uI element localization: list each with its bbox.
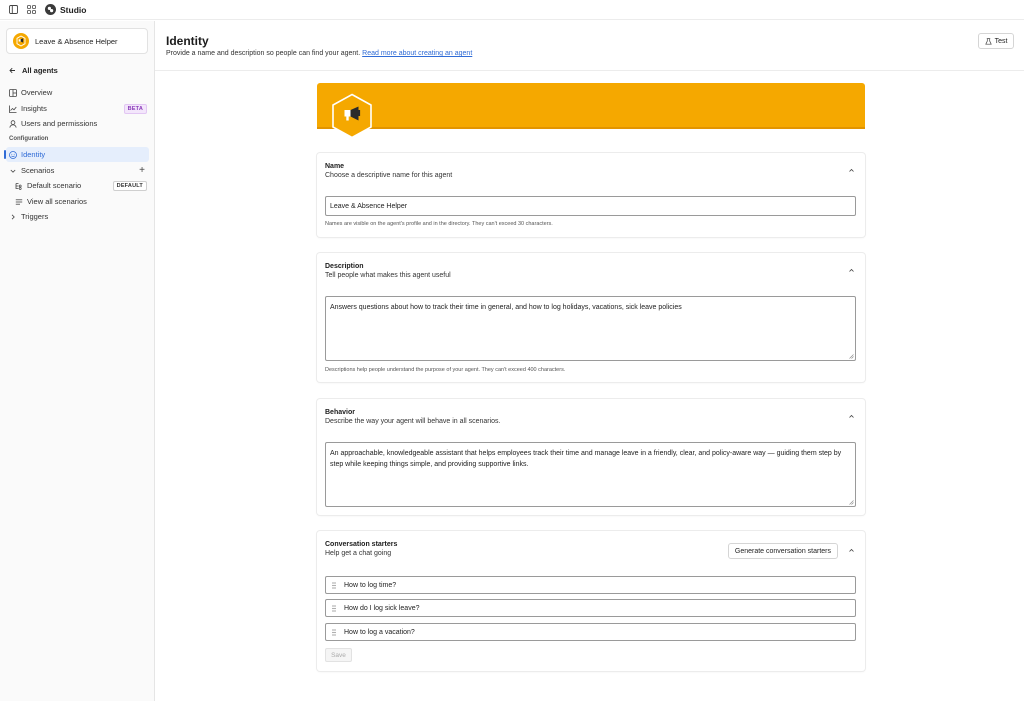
studio-logo-icon [45,4,56,15]
page-subtitle [166,50,472,57]
insights-icon [9,105,17,113]
starter-text: How to log a vacation? [344,628,415,636]
behavior-card [317,399,865,515]
all-agents-link[interactable] [9,66,58,75]
starter-item[interactable] [325,599,856,617]
collapse-chevron-icon[interactable] [848,167,855,174]
sidebar-item-triggers[interactable] [6,209,149,224]
description-card-subtitle: Tell people what makes this agent useful [325,272,451,279]
collapse-chevron-icon[interactable] [848,413,855,420]
starters-card-subtitle: Help get a chat going [325,550,392,557]
configuration-section-label: Configuration [9,136,49,142]
sidebar-item-users-permissions[interactable] [6,116,149,131]
app-name: Studio [60,4,87,15]
starters-card-title: Conversation starters [325,541,398,548]
page-subtitle-text: Provide a name and description so people can find your agent. [166,50,361,57]
page-header [155,21,1024,71]
generate-starters-button[interactable]: Generate conversation starters [728,543,838,559]
sidebar-item-label: Triggers [21,212,49,221]
sidebar-item-scenarios[interactable] [6,163,149,178]
default-badge: DEFAULT [113,181,147,191]
test-icon [985,38,992,45]
drag-handle-icon[interactable] [332,582,336,589]
agent-switcher[interactable] [6,28,148,54]
scenario-icon [15,182,23,190]
behavior-text: An approachable, knowledgeable assistant that helps employees track their time and manage leave in a friendly, clear, and policy-aware way — guiding them step by step while keeping things simple, and providing supportive links. [330,450,842,468]
behavior-textarea[interactable] [325,442,856,507]
beta-badge: BETA [124,104,147,114]
test-button[interactable] [978,33,1014,49]
sidebar-item-label: Default scenario [27,181,82,190]
description-textarea[interactable] [325,296,856,361]
agent-name: Leave & Absence Helper [35,36,118,46]
sidebar-toggle-icon[interactable] [9,5,18,14]
sidebar-item-insights[interactable] [6,101,149,116]
behavior-card-subtitle: Describe the way your agent will behave in all scenarios. [325,418,501,425]
conversation-starters-card [317,531,865,671]
sidebar [0,21,155,701]
chevron-down-icon [9,167,17,175]
starter-text: How to log time? [344,581,397,589]
test-label: Test [994,37,1008,45]
description-text: Answers questions about how to track their time in general, and how to log holidays, vacations, sick leave policies [330,304,682,311]
sidebar-item-label: Scenarios [21,166,55,175]
top-bar [0,0,1024,20]
description-hint: Descriptions help people understand the purpose of your agent. They can't exceed 400 characters. [325,367,566,373]
sidebar-item-label: View all scenarios [27,197,87,206]
agent-banner [317,83,865,129]
name-card [317,153,865,237]
name-card-subtitle: Choose a descriptive name for this agent [325,172,453,179]
sidebar-item-overview[interactable] [6,85,149,100]
sidebar-item-label: Identity [21,150,46,159]
starter-item[interactable] [325,623,856,641]
starter-item[interactable] [325,576,856,594]
drag-handle-icon[interactable] [332,629,336,636]
description-card [317,253,865,382]
apps-grid-icon[interactable] [27,5,36,14]
page-title: Identity [166,34,209,48]
drag-handle-icon[interactable] [332,605,336,612]
name-input[interactable]: Leave & Absence Helper [325,196,856,216]
agent-avatar-icon [13,33,29,49]
list-icon [15,198,23,206]
collapse-chevron-icon[interactable] [848,547,855,554]
studio-brand[interactable] [45,4,86,15]
starter-text: How do I log sick leave? [344,604,420,612]
all-agents-label: All agents [22,66,58,75]
name-hint: Names are visible on the agent's profile and in the directory. They can't exceed 30 characters. [325,221,553,227]
sidebar-item-label: Users and permissions [21,119,98,128]
resize-handle-icon[interactable] [849,500,854,505]
learn-more-link[interactable]: Read more about creating an agent [362,50,473,57]
user-icon [9,120,17,128]
name-card-title: Name [325,163,345,170]
add-scenario-icon[interactable]: + [139,165,145,176]
collapse-chevron-icon[interactable] [848,267,855,274]
main-content [155,21,1024,701]
description-card-title: Description [325,263,364,270]
overview-icon [9,89,17,97]
resize-handle-icon[interactable] [849,354,854,359]
sidebar-item-view-all-scenarios[interactable] [6,194,149,209]
sidebar-item-identity[interactable] [6,147,149,162]
save-button[interactable]: Save [325,648,352,662]
agent-hexagon-icon[interactable] [331,93,373,139]
arrow-left-icon [9,67,16,74]
sidebar-item-default-scenario[interactable] [6,178,149,193]
chevron-right-icon [9,213,17,221]
sidebar-item-label: Insights [21,104,47,113]
sidebar-item-label: Overview [21,88,53,97]
behavior-card-title: Behavior [325,409,355,416]
identity-icon [9,151,17,159]
